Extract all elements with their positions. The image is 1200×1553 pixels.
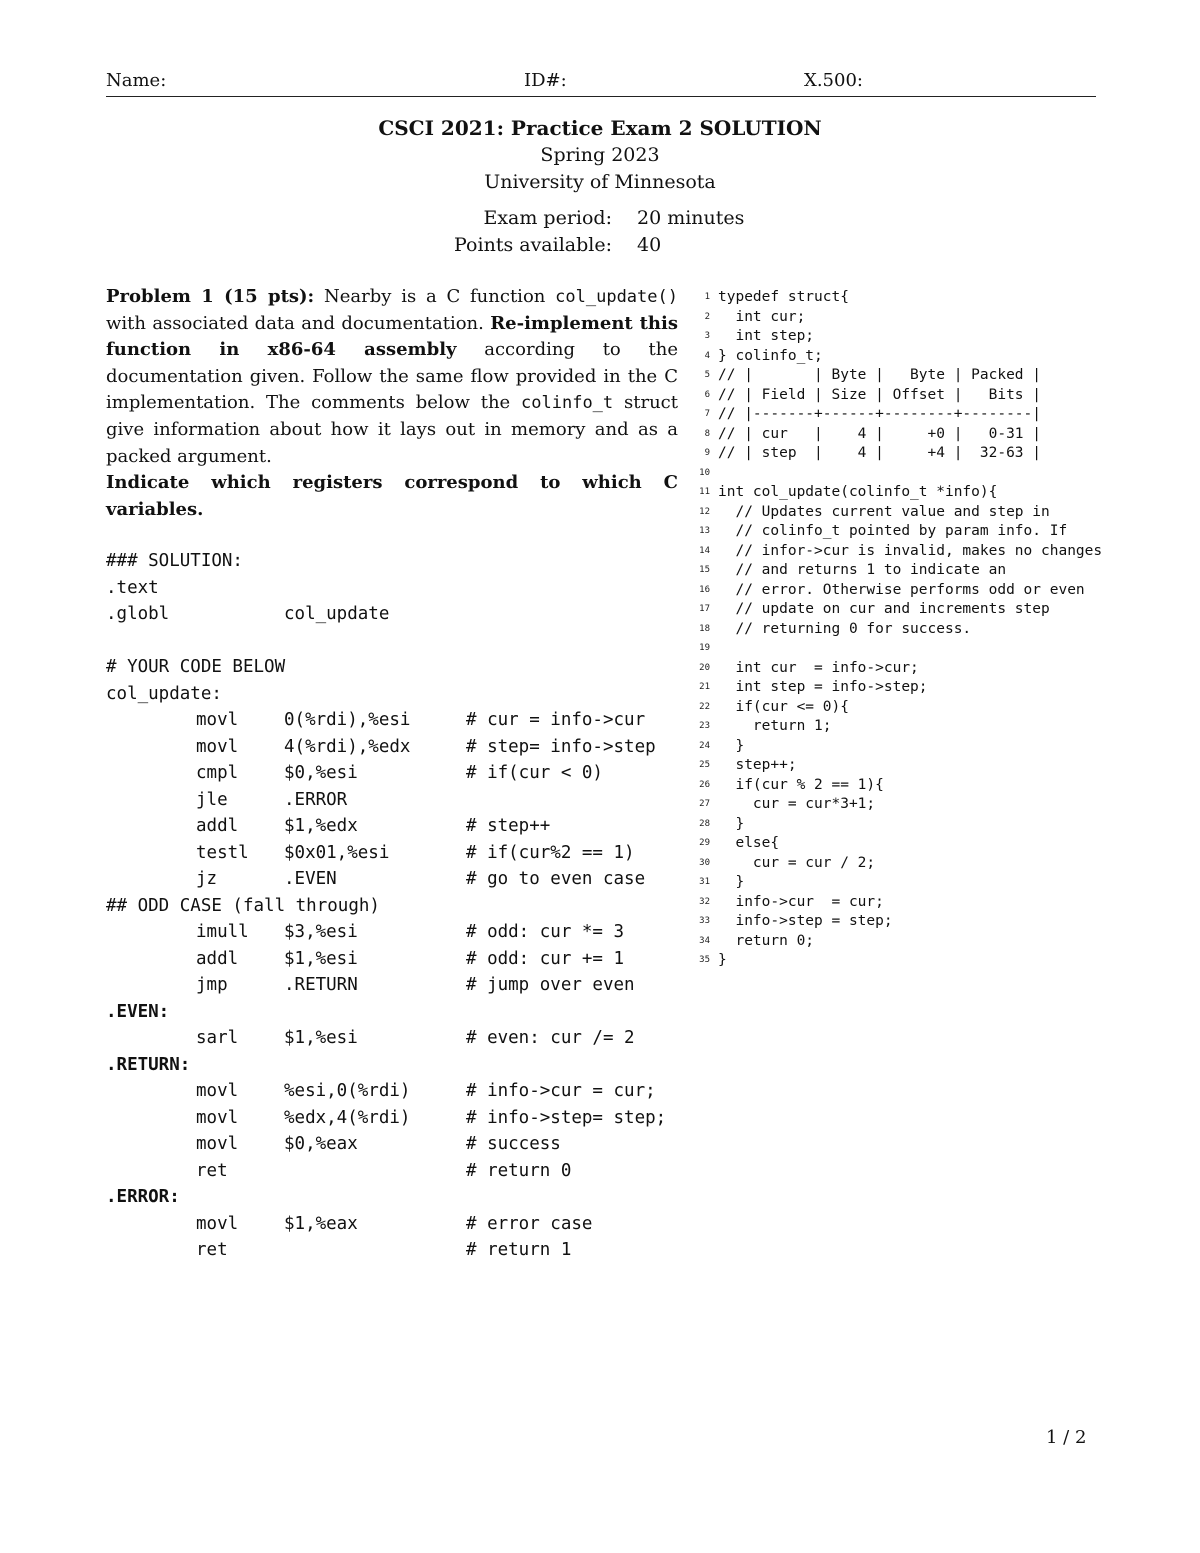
exam-term: Spring 2023 [540, 144, 660, 166]
code-text: // | cur | 4 | +0 | 0-31 | [718, 425, 1042, 442]
title-block [0, 114, 1200, 196]
code-line [694, 815, 1154, 835]
code-line [694, 776, 1154, 796]
asm-line [106, 1025, 706, 1052]
code-line [694, 737, 1154, 757]
code-text: } colinfo_t; [718, 347, 823, 364]
code-text: // | step | 4 | +4 | 32-63 | [718, 445, 1042, 461]
asm-mnemonic: movl [196, 710, 239, 730]
code-text: // colinfo_t pointed by param info. If [718, 523, 1068, 539]
line-number: 11 [699, 487, 710, 497]
asm-label: col_update: [106, 683, 222, 704]
asm-comment: # cur = info->cur [466, 710, 646, 730]
line-number: 29 [699, 838, 710, 848]
code-text: // update on cur and increments step [718, 601, 1050, 617]
asm-mnemonic: movl [196, 736, 239, 757]
id-label: ID#: [524, 70, 567, 91]
asm-line [106, 946, 706, 973]
asm-line [106, 1158, 706, 1185]
asm-comment: # odd: cur += 1 [466, 948, 625, 969]
exam-period-label: Exam period: [483, 207, 612, 229]
asm-mnemonic: movl [196, 1134, 239, 1154]
code-text: typedef struct{ [718, 289, 849, 305]
code-line [694, 873, 1154, 893]
x500-label: X.500: [804, 70, 863, 91]
code-text: // infor->cur is invalid, makes no changes [718, 542, 1103, 559]
asm-mnemonic: jle [196, 789, 228, 810]
asm-operands: col_update [284, 604, 390, 624]
asm-line [106, 1052, 706, 1079]
problem-text-4: struct give information about how it lays out in memory and as a packed argument. [106, 392, 678, 467]
asm-line [106, 972, 706, 999]
asm-comment: # even: cur /= 2 [466, 1028, 635, 1048]
line-number: 15 [699, 565, 710, 575]
asm-line [106, 1237, 706, 1264]
asm-line [106, 628, 706, 655]
asm-line [106, 1078, 706, 1105]
line-number: 26 [699, 779, 710, 790]
code-text: info->step = step; [718, 913, 893, 929]
line-number: 34 [699, 935, 710, 946]
problem-text-3: according to the documentation given. Follow the same flow provided in the C implementation. The comments below the [106, 339, 678, 414]
problem-heading: Problem 1 (15 pts): [106, 286, 315, 307]
code-line [694, 386, 1154, 406]
code-text: int cur = info->cur; [718, 659, 919, 676]
code-text: return 0; [718, 932, 815, 949]
asm-comment: # jump over even [466, 975, 635, 995]
line-number: 12 [699, 506, 710, 517]
asm-comment: # info->step= step; [466, 1107, 667, 1128]
line-number: 13 [699, 526, 710, 536]
asm-line [106, 840, 706, 867]
line-number: 22 [699, 701, 710, 712]
code-text: info->cur = cur; [718, 893, 884, 910]
code-line [694, 659, 1154, 679]
line-number: 8 [704, 428, 710, 439]
asm-label: .ERROR: [106, 1187, 180, 1207]
code-text: // | | Byte | Byte | Packed | [718, 367, 1042, 383]
line-number: 23 [699, 721, 710, 731]
line-number: 1 [704, 292, 710, 302]
code-line [694, 425, 1154, 445]
code-text: // returning 0 for success. [718, 620, 972, 637]
code-line [694, 698, 1154, 718]
code-text: if(cur % 2 == 1){ [718, 776, 884, 793]
asm-operands: $0,%esi [284, 763, 358, 783]
asm-label: .EVEN: [106, 1001, 170, 1022]
code-line [694, 327, 1154, 347]
code-text: step++; [718, 757, 797, 773]
asm-operands: 4(%rdi),%edx [284, 736, 411, 757]
line-number: 2 [704, 311, 710, 322]
asm-operands: $1,%eax [284, 1213, 358, 1234]
line-number: 9 [704, 448, 710, 458]
code-text: int cur; [718, 308, 806, 325]
exam-meta [400, 207, 800, 261]
code-text: } [718, 874, 745, 890]
asm-operands: %esi,0(%rdi) [284, 1081, 411, 1101]
asm-mnemonic: testl [196, 842, 249, 863]
asm-line [106, 919, 706, 946]
reimplement-instruction: Re-implement this function in x86-64 assembly [106, 312, 678, 361]
asm-operands: $3,%esi [284, 922, 358, 942]
asm-line [106, 813, 706, 840]
code-line [694, 600, 1154, 620]
asm-line [106, 1184, 706, 1211]
line-number: 18 [699, 623, 710, 634]
asm-operands: .EVEN [284, 869, 337, 889]
code-text: else{ [718, 835, 780, 851]
asm-label: .globl [106, 604, 170, 624]
line-number: 10 [699, 467, 710, 478]
code-text: int col_update(colinfo_t *info){ [718, 484, 998, 500]
asm-mnemonic: addl [196, 948, 239, 969]
asm-line [106, 1105, 706, 1132]
asm-mnemonic: jz [196, 869, 218, 889]
asm-line [106, 866, 706, 893]
problem-statement [106, 284, 678, 523]
asm-mnemonic: sarl [196, 1028, 239, 1048]
page-number: 1 / 2 [1046, 1427, 1087, 1448]
asm-line [106, 681, 706, 708]
asm-comment: # if(cur < 0) [466, 763, 603, 783]
line-number: 21 [699, 682, 710, 692]
code-line [694, 483, 1154, 503]
code-text: int step = info->step; [718, 679, 928, 695]
line-number: 3 [704, 331, 710, 341]
code-text: int step; [718, 328, 815, 344]
assembly-solution [106, 548, 706, 1264]
asm-line [106, 654, 706, 681]
asm-operands: $0x01,%esi [284, 842, 390, 863]
asm-line [106, 707, 706, 734]
asm-line [106, 1211, 706, 1238]
exam-period-value: 20 minutes [637, 207, 745, 229]
code-line [694, 366, 1154, 386]
code-line [694, 834, 1154, 854]
code-line [694, 678, 1154, 698]
code-line [694, 581, 1154, 601]
code-text: // Updates current value and step in [718, 503, 1050, 520]
line-number: 14 [699, 545, 710, 556]
asm-operands: $1,%edx [284, 816, 358, 836]
line-number: 19 [699, 643, 710, 653]
code-line [694, 912, 1154, 932]
asm-label: .text [106, 577, 159, 598]
code-line [694, 620, 1154, 640]
line-number: 17 [699, 604, 710, 614]
line-number: 7 [704, 409, 710, 419]
code-text: } [718, 737, 745, 754]
line-number: 4 [704, 350, 710, 361]
code-text: cur = cur / 2; [718, 854, 876, 871]
asm-operands: .RETURN [284, 975, 358, 995]
asm-line [106, 760, 706, 787]
line-number: 28 [699, 818, 710, 829]
asm-comment: # success [466, 1134, 561, 1154]
code-line [694, 288, 1154, 308]
asm-mnemonic: movl [196, 1107, 239, 1128]
asm-line [106, 893, 706, 920]
code-line [694, 464, 1154, 484]
asm-operands: $1,%esi [284, 948, 358, 969]
line-number: 24 [699, 740, 710, 751]
code-line [694, 503, 1154, 523]
header-bar [106, 68, 1096, 97]
asm-mnemonic: addl [196, 816, 239, 836]
line-number: 32 [699, 896, 710, 907]
code-text: // |-------+------+--------+--------| [718, 406, 1042, 422]
asm-mnemonic: ret [196, 1160, 228, 1181]
line-number: 33 [699, 916, 710, 926]
asm-line [106, 575, 706, 602]
asm-line [106, 787, 706, 814]
asm-comment: # info->cur = cur; [466, 1081, 656, 1101]
code-text: return 1; [718, 718, 832, 734]
asm-line [106, 734, 706, 761]
code-line [694, 308, 1154, 328]
asm-line [106, 999, 706, 1026]
line-number: 31 [699, 877, 710, 887]
struct-name: colinfo_t [521, 393, 614, 414]
asm-comment: # if(cur%2 == 1) [466, 842, 635, 863]
points-label: Points available: [454, 234, 612, 256]
code-line [694, 717, 1154, 737]
university: University of Minnesota [484, 171, 716, 193]
asm-comment: # return 0 [466, 1160, 572, 1181]
asm-comment: # odd: cur *= 3 [466, 922, 625, 942]
code-text: } [718, 952, 727, 968]
code-text: // | Field | Size | Offset | Bits | [718, 386, 1042, 403]
line-number: 16 [699, 584, 710, 595]
asm-label: ## ODD CASE (fall through) [106, 895, 380, 916]
asm-comment: # error case [466, 1213, 593, 1234]
line-number: 30 [699, 857, 710, 868]
asm-mnemonic: ret [196, 1240, 228, 1260]
code-line [694, 639, 1154, 659]
line-number: 5 [704, 370, 710, 380]
code-line [694, 542, 1154, 562]
asm-line [106, 548, 706, 575]
code-line [694, 561, 1154, 581]
asm-label: ### SOLUTION: [106, 551, 243, 571]
asm-comment: # step= info->step [466, 736, 656, 757]
asm-line [106, 1131, 706, 1158]
line-number: 20 [699, 662, 710, 673]
asm-operands: %edx,4(%rdi) [284, 1107, 411, 1128]
code-line [694, 405, 1154, 425]
code-text: } [718, 815, 745, 832]
asm-label: # YOUR CODE BELOW [106, 657, 286, 677]
code-text: // error. Otherwise performs odd or even [718, 581, 1085, 598]
asm-comment: # go to even case [466, 869, 646, 889]
asm-mnemonic: movl [196, 1213, 239, 1234]
asm-mnemonic: jmp [196, 975, 228, 995]
code-text: if(cur <= 0){ [718, 698, 849, 715]
asm-label: .RETURN: [106, 1054, 191, 1075]
register-instruction: Indicate which registers correspond to which C variables. [106, 472, 678, 520]
asm-operands: 0(%rdi),%esi [284, 710, 411, 730]
points-value: 40 [637, 234, 662, 256]
function-name: col_update() [555, 287, 678, 307]
asm-comment: # step++ [466, 816, 551, 836]
name-label: Name: [106, 70, 167, 91]
code-line [694, 444, 1154, 464]
asm-operands: $0,%eax [284, 1134, 358, 1154]
asm-mnemonic: movl [196, 1081, 239, 1101]
exam-title: CSCI 2021: Practice Exam 2 SOLUTION [378, 116, 822, 140]
asm-comment: # return 1 [466, 1240, 572, 1260]
problem-text-1: Nearby is a C function [323, 286, 546, 307]
code-line [694, 522, 1154, 542]
asm-operands: .ERROR [284, 789, 348, 810]
code-text: // and returns 1 to indicate an [718, 562, 1007, 578]
asm-operands: $1,%esi [284, 1028, 358, 1048]
asm-mnemonic: imull [196, 922, 249, 942]
code-line [694, 951, 1154, 971]
code-line [694, 932, 1154, 952]
code-line [694, 795, 1154, 815]
code-line [694, 893, 1154, 913]
line-number: 27 [699, 799, 710, 809]
code-line [694, 854, 1154, 874]
code-text: cur = cur*3+1; [718, 796, 876, 812]
line-number: 6 [704, 389, 710, 400]
asm-line [106, 601, 706, 628]
problem-text-2: with associated data and documentation. [106, 312, 484, 334]
line-number: 25 [699, 760, 710, 770]
c-code-listing [694, 288, 1154, 971]
code-line [694, 756, 1154, 776]
code-line [694, 347, 1154, 367]
asm-mnemonic: cmpl [196, 763, 239, 783]
line-number: 35 [699, 955, 710, 965]
